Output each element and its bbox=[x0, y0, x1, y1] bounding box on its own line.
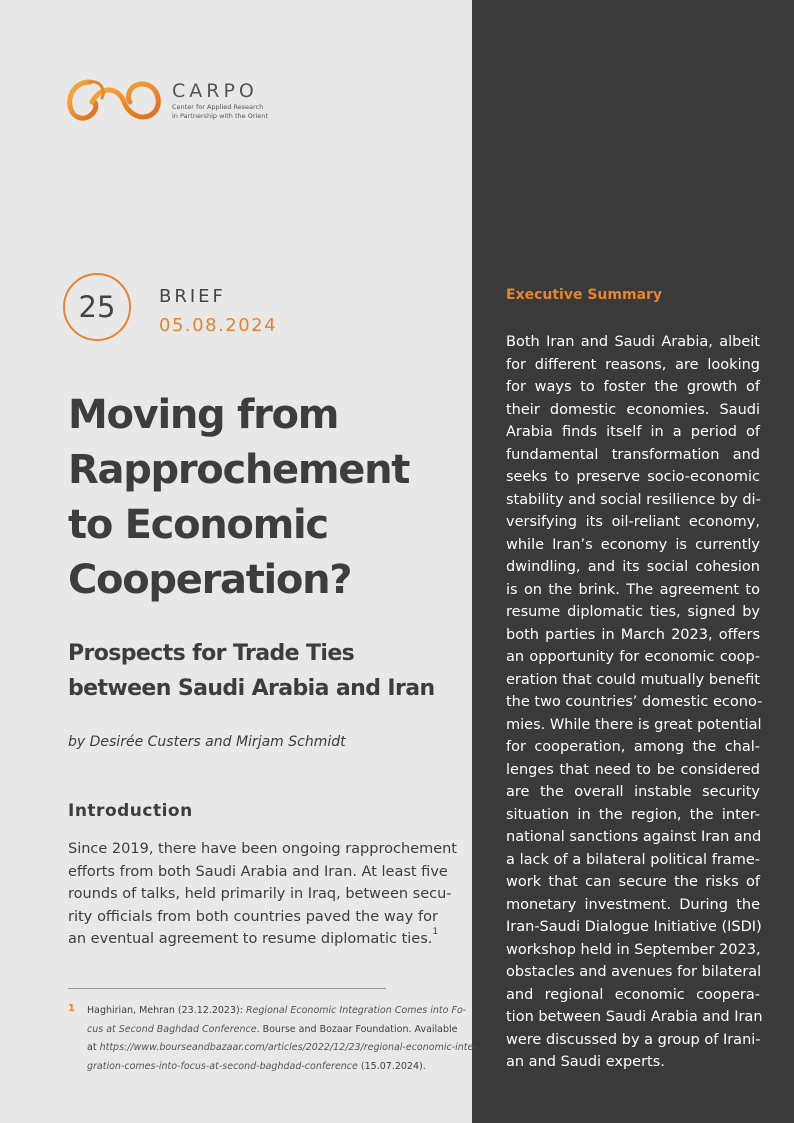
paragraph-line: Since 2019, there have been ongoing rapprochement bbox=[68, 841, 457, 857]
summary-line: versifying its oil-reliant economy, bbox=[506, 514, 760, 530]
byline: by Desirée Custers and Mirjam Schmidt bbox=[68, 734, 346, 750]
paragraph-line-text: an eventual agreement to resume diplomatic ties. bbox=[68, 931, 433, 947]
summary-line: eration that could mutually benefit bbox=[506, 671, 760, 688]
summary-line: are the overall instable security bbox=[506, 784, 760, 800]
summary-line: for different reasons, are looking bbox=[506, 356, 760, 373]
summary-line: and regional economic coopera- bbox=[506, 986, 760, 1003]
summary-line: tion between Saudi Arabia and Iran bbox=[506, 1009, 763, 1025]
footnote-marker[interactable]: 1 bbox=[432, 927, 439, 937]
title-line: to Economic bbox=[68, 502, 328, 548]
footnote-line bbox=[87, 1058, 435, 1077]
footnote-text bbox=[87, 1002, 477, 1076]
page-title bbox=[68, 388, 468, 608]
title-line: Rapprochement bbox=[68, 447, 410, 493]
summary-line: national sanctions against Iran and bbox=[506, 829, 762, 845]
summary-line: resume diplomatic ties, signed by bbox=[506, 604, 760, 620]
footnote-publisher: . Bourse and Bozaar Foundation. Available bbox=[256, 1023, 458, 1035]
summary-line: is on the brink. The agreement to bbox=[506, 581, 760, 598]
summary-line: obstacles and avenues for bilateral bbox=[506, 964, 762, 980]
summary-line: stability and social resilience by di- bbox=[506, 491, 761, 508]
paragraph-line: rity officials from both countries paved the way for bbox=[68, 908, 438, 925]
footnote-at: at bbox=[87, 1042, 100, 1053]
issue-number: 25 bbox=[78, 290, 116, 324]
summary-line: the two countries’ domestic econo- bbox=[506, 694, 763, 710]
executive-summary-heading: Executive Summary bbox=[506, 287, 663, 303]
summary-line: dwindling, and its social cohesion bbox=[506, 559, 760, 575]
summary-line: lenges that need to be considered bbox=[506, 761, 760, 778]
summary-line: work that can secure the risks of bbox=[506, 874, 760, 890]
footnote-number: 1 bbox=[68, 1003, 75, 1014]
summary-line: Arabia finds itself in a period of bbox=[506, 424, 760, 440]
footnote-line bbox=[87, 1002, 467, 1021]
page-subtitle bbox=[68, 636, 468, 706]
summary-line: monetary investment. During the bbox=[506, 896, 760, 913]
paragraph-line: rounds of talks, held primarily in Iraq, between secu- bbox=[68, 886, 452, 902]
footnote-author-date: Haghirian, Mehran (23.12.2023): bbox=[87, 1005, 246, 1016]
summary-line: while Iran’s economy is currently bbox=[506, 536, 760, 553]
summary-line: for cooperation, among the chal- bbox=[506, 739, 760, 755]
executive-summary-paragraph bbox=[506, 331, 763, 1074]
subtitle-line: between Saudi Arabia and Iran bbox=[68, 676, 435, 701]
summary-line: workshop held in September 2023, bbox=[506, 941, 761, 958]
logo-tagline-1: Center for Applied Research bbox=[172, 103, 264, 111]
publication-date: 05.08.2024 bbox=[159, 315, 278, 336]
issue-number-badge bbox=[63, 273, 131, 341]
summary-line: mies. While there is great potential bbox=[506, 716, 762, 733]
footnote-line bbox=[87, 1021, 458, 1040]
footnote-title: cus at Second Baghdad Conference bbox=[87, 1023, 257, 1035]
paragraph-line: efforts from both Saudi Arabia and Iran. At least five bbox=[68, 863, 448, 880]
footnote-line bbox=[87, 1039, 477, 1058]
summary-line: Iran-Saudi Dialogue Initiative (ISDI) bbox=[506, 919, 762, 935]
introduction-heading: Introduction bbox=[68, 801, 193, 821]
summary-line: were discussed by a group of Irani- bbox=[506, 1031, 761, 1048]
summary-line: situation in the region, the inter- bbox=[506, 806, 760, 823]
footnote-title: Regional Economic Integration Comes into Fo- bbox=[245, 1005, 467, 1016]
summary-line: fundamental transformation and bbox=[506, 446, 760, 463]
summary-line: for ways to foster the growth of bbox=[506, 379, 760, 395]
logo-name: CARPO bbox=[172, 80, 258, 102]
publication-type: BRIEF bbox=[159, 286, 226, 307]
footnote-link[interactable]: https://www.bourseandbazaar.com/articles/2022/12/23/regional-economic-inte- bbox=[99, 1042, 477, 1053]
footnote-link[interactable]: gration-comes-into-focus-at-second-baghdad-conference bbox=[87, 1060, 358, 1072]
summary-line: their domestic economies. Saudi bbox=[506, 401, 760, 418]
paragraph-line bbox=[68, 928, 438, 951]
summary-line: an opportunity for economic coop- bbox=[506, 649, 760, 665]
logo-tagline-2: in Partnership with the Orient bbox=[172, 112, 268, 120]
footnote-divider bbox=[68, 988, 386, 989]
carpo-logo-icon bbox=[66, 72, 166, 132]
summary-line: seeks to preserve socio-economic bbox=[506, 469, 760, 485]
summary-line: a lack of a bilateral political frame- bbox=[506, 851, 760, 868]
title-line: Moving from bbox=[68, 392, 339, 438]
footnote-access-date: (15.07.2024). bbox=[357, 1060, 426, 1072]
title-line: Cooperation? bbox=[68, 557, 352, 603]
summary-line: Both Iran and Saudi Arabia, albeit bbox=[506, 334, 760, 350]
summary-line: both parties in March 2023, offers bbox=[506, 626, 760, 643]
introduction-paragraph bbox=[68, 838, 457, 951]
carpo-logo bbox=[66, 72, 266, 132]
summary-line: an and Saudi experts. bbox=[506, 1054, 665, 1070]
subtitle-line: Prospects for Trade Ties bbox=[68, 641, 355, 666]
